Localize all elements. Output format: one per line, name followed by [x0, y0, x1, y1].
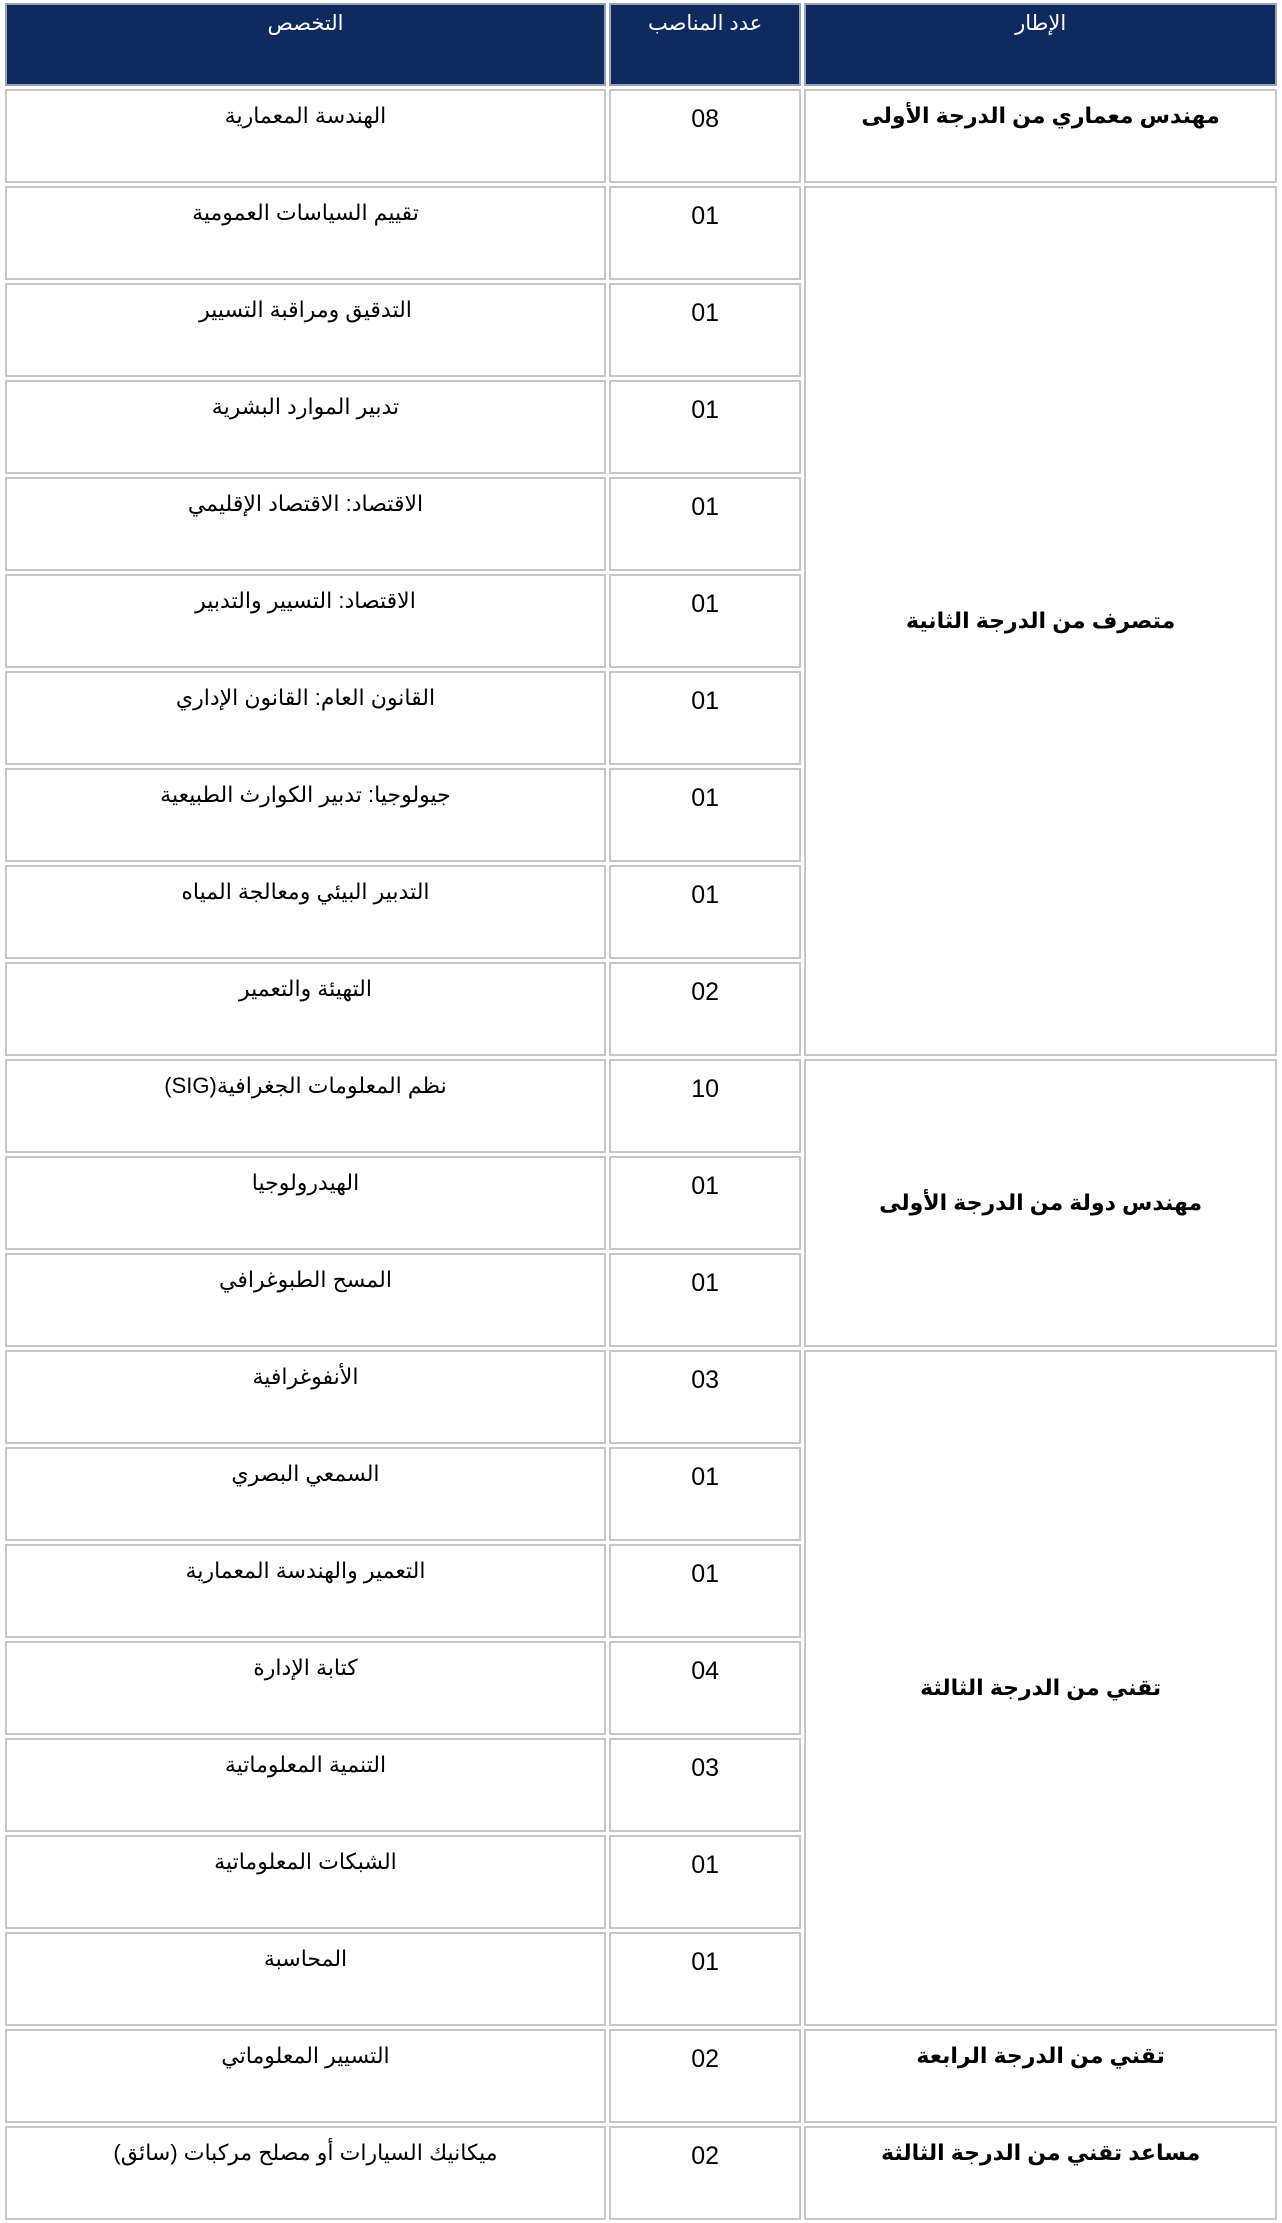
table-row [5, 89, 1277, 183]
specialty-cell: الاقتصاد: الاقتصاد الإقليمي [5, 477, 606, 571]
specialty-cell: التهيئة والتعمير [5, 962, 606, 1056]
count-cell: 08 [609, 89, 801, 183]
table-row [5, 1350, 1277, 1444]
grade-cell: تقني من الدرجة الرابعة [804, 2029, 1277, 2123]
grade-cell: مهندس دولة من الدرجة الأولى [804, 1059, 1277, 1347]
table-row [5, 1059, 1277, 1153]
job-posts-table [2, 0, 1280, 2223]
count-cell: 02 [609, 962, 801, 1056]
specialty-cell: نظم المعلومات الجغرافية(SIG) [5, 1059, 606, 1153]
count-cell: 01 [609, 768, 801, 862]
specialty-cell: المسح الطبوغرافي [5, 1253, 606, 1347]
specialty-cell: المحاسبة [5, 1932, 606, 2026]
count-cell: 01 [609, 1544, 801, 1638]
specialty-cell: الأنفوغرافية [5, 1350, 606, 1444]
count-cell: 02 [609, 2029, 801, 2123]
count-cell: 01 [609, 865, 801, 959]
count-cell: 10 [609, 1059, 801, 1153]
grade-cell: متصرف من الدرجة الثانية [804, 186, 1277, 1056]
specialty-cell: التسيير المعلوماتي [5, 2029, 606, 2123]
count-cell: 01 [609, 1932, 801, 2026]
specialty-cell: تقييم السياسات العمومية [5, 186, 606, 280]
specialty-cell: التدبير البيئي ومعالجة المياه [5, 865, 606, 959]
specialty-cell: التنمية المعلوماتية [5, 1738, 606, 1832]
header-grade: الإطار [804, 3, 1277, 86]
count-cell: 03 [609, 1738, 801, 1832]
specialty-cell: السمعي البصري [5, 1447, 606, 1541]
count-cell: 01 [609, 1447, 801, 1541]
count-cell: 01 [609, 574, 801, 668]
header-count: عدد المناصب [609, 3, 801, 86]
count-cell: 01 [609, 671, 801, 765]
specialty-cell: تدبير الموارد البشرية [5, 380, 606, 474]
count-cell: 01 [609, 380, 801, 474]
specialty-cell: الشبكات المعلوماتية [5, 1835, 606, 1929]
header-specialty: التخصص [5, 3, 606, 86]
specialty-cell: ميكانيك السيارات أو مصلح مركبات (سائق) [5, 2126, 606, 2220]
table-body [5, 89, 1277, 2220]
count-cell: 01 [609, 1253, 801, 1347]
specialty-cell: الاقتصاد: التسيير والتدبير [5, 574, 606, 668]
table-row [5, 2126, 1277, 2220]
table-row [5, 2029, 1277, 2123]
specialty-cell: التدقيق ومراقبة التسيير [5, 283, 606, 377]
specialty-cell: الهندسة المعمارية [5, 89, 606, 183]
specialty-cell: الهيدرولوجيا [5, 1156, 606, 1250]
grade-cell: تقني من الدرجة الثالثة [804, 1350, 1277, 2026]
specialty-cell: جيولوجيا: تدبير الكوارث الطبيعية [5, 768, 606, 862]
grade-cell: مهندس معماري من الدرجة الأولى [804, 89, 1277, 183]
count-cell: 03 [609, 1350, 801, 1444]
count-cell: 04 [609, 1641, 801, 1735]
count-cell: 01 [609, 283, 801, 377]
count-cell: 01 [609, 1835, 801, 1929]
table-row [5, 186, 1277, 280]
table-header-row [5, 3, 1277, 86]
count-cell: 01 [609, 1156, 801, 1250]
specialty-cell: القانون العام: القانون الإداري [5, 671, 606, 765]
specialty-cell: التعمير والهندسة المعمارية [5, 1544, 606, 1638]
specialty-cell: كتابة الإدارة [5, 1641, 606, 1735]
count-cell: 01 [609, 477, 801, 571]
count-cell: 01 [609, 186, 801, 280]
count-cell: 02 [609, 2126, 801, 2220]
grade-cell: مساعد تقني من الدرجة الثالثة [804, 2126, 1277, 2220]
